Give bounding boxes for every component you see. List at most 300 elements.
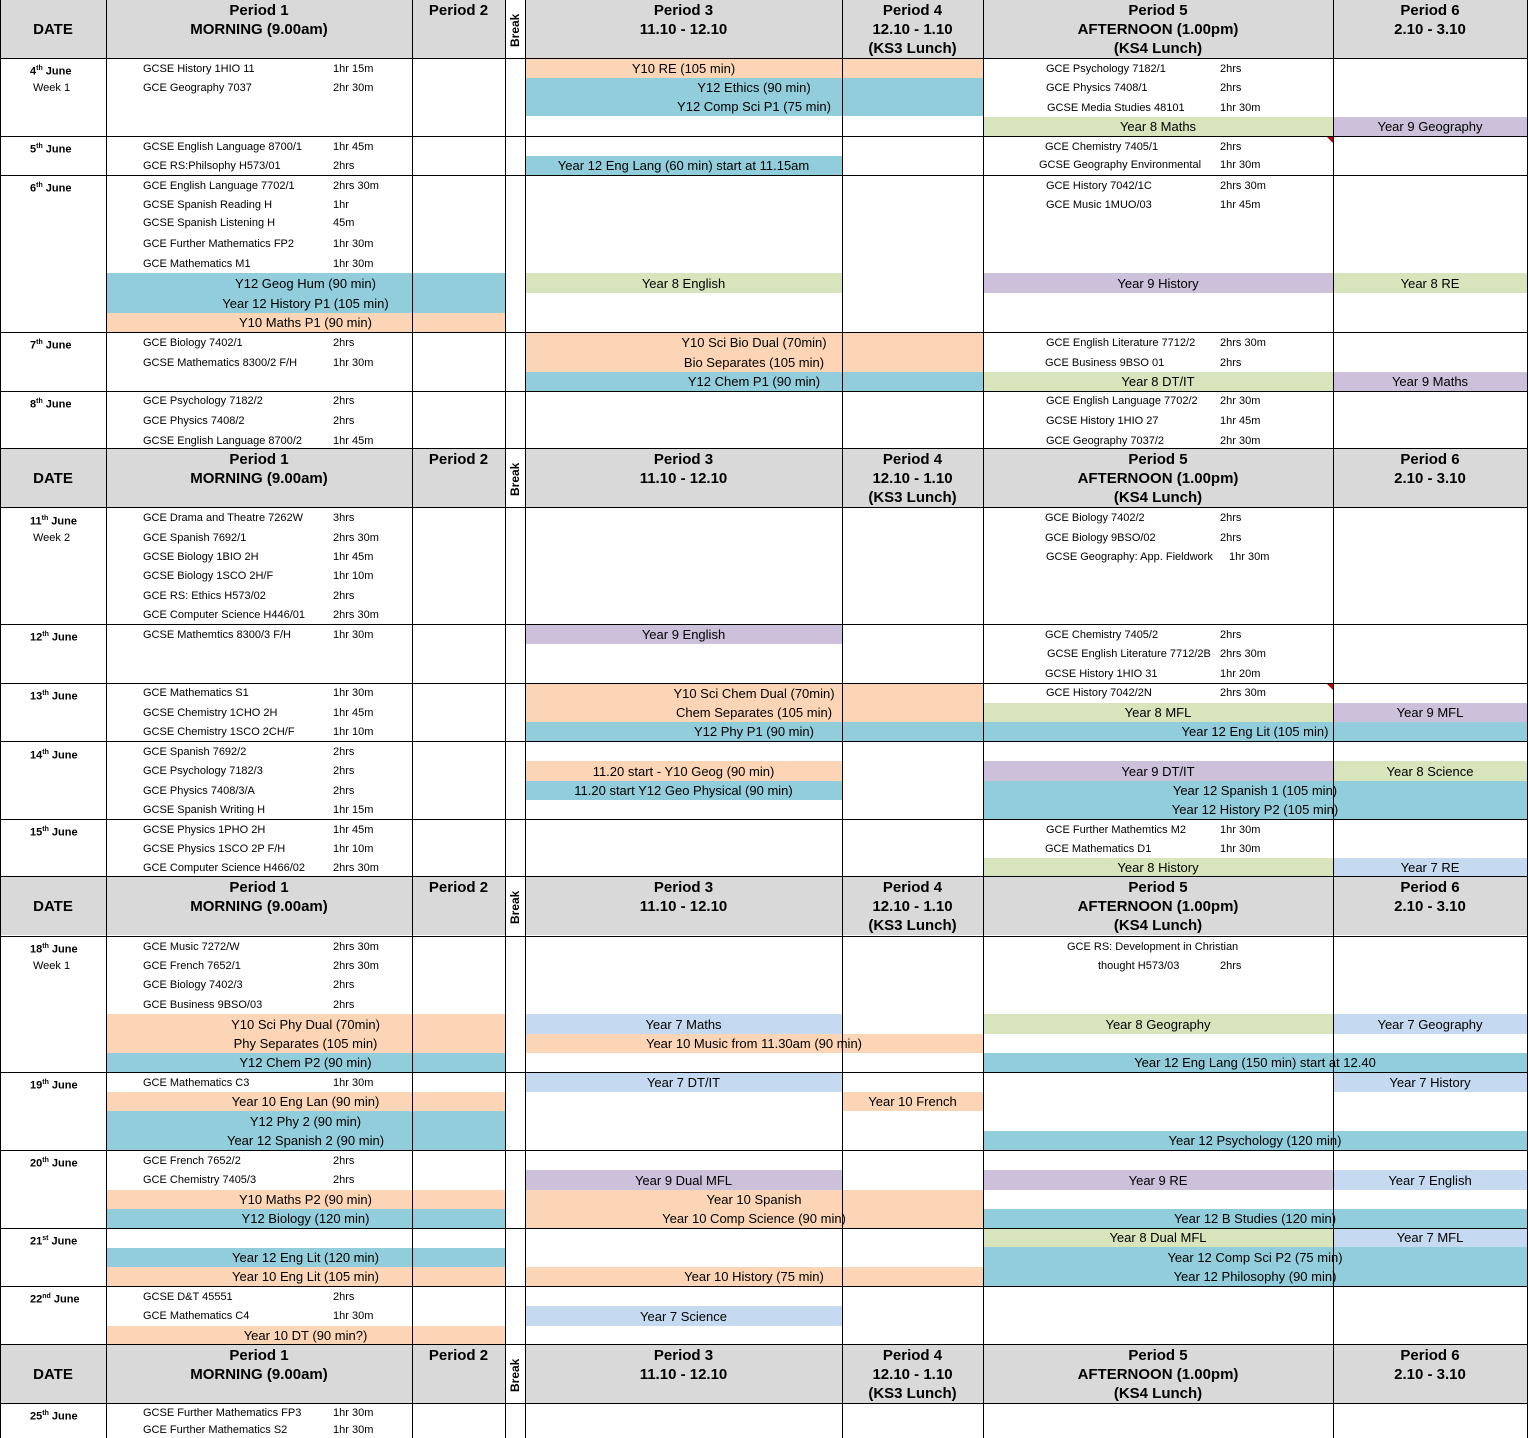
date-label: 12th June bbox=[30, 631, 78, 644]
timetable-block: Year 12 B Studies (120 min) bbox=[983, 1209, 1527, 1228]
exam-duration: 2hrs bbox=[333, 1291, 355, 1303]
exam-duration: 1hr 45m bbox=[333, 551, 374, 563]
exam-duration: 45m bbox=[333, 217, 355, 229]
timetable-block: Y12 Phy P1 (90 min) bbox=[525, 722, 983, 741]
exam-name: GCSE History 1HIO 11 bbox=[143, 63, 255, 75]
exam-duration: 2hrs bbox=[333, 415, 355, 427]
timetable-block: Year 8 Maths bbox=[983, 117, 1333, 136]
timetable-block: Year 8 Geography bbox=[983, 1014, 1333, 1034]
afternoon-exam-duration: 2hrs bbox=[1220, 141, 1242, 153]
exam-duration: 3hrs bbox=[333, 512, 355, 524]
row-border bbox=[0, 332, 1528, 333]
header-text: 11.10 - 12.10 bbox=[639, 21, 728, 38]
row-border bbox=[0, 936, 1528, 937]
afternoon-exam-name: GCSE History 1HIO 27 bbox=[1046, 415, 1159, 427]
timetable-block: Y10 Maths P1 (90 min) bbox=[106, 313, 505, 332]
afternoon-exam-duration: 1hr 45m bbox=[1220, 199, 1261, 211]
timetable-block: Year 9 RE bbox=[983, 1170, 1333, 1190]
afternoon-exam-duration: 2hrs 30m bbox=[1220, 687, 1266, 699]
afternoon-exam-duration: 2hr 30m bbox=[1220, 395, 1261, 407]
header-text: Period 6 bbox=[1400, 2, 1460, 19]
timetable-block: Y12 Phy 2 (90 min) bbox=[106, 1111, 505, 1131]
header-text: MORNING (9.00am) bbox=[190, 21, 328, 38]
timetable-block: Year 10 DT (90 min?) bbox=[106, 1326, 505, 1345]
afternoon-exam-name: GCE Biology 9BSO/02 bbox=[1045, 532, 1156, 544]
exam-duration: 1hr 30m bbox=[333, 629, 374, 641]
header-text: Period 3 bbox=[653, 1347, 714, 1364]
row-border bbox=[0, 175, 1528, 176]
timetable-block: Phy Separates (105 min) bbox=[106, 1034, 505, 1053]
afternoon-exam-duration: 1hr 30m bbox=[1229, 551, 1270, 563]
exam-name: GCE Physics 7408/3/A bbox=[143, 785, 255, 797]
exam-duration: 2hrs bbox=[333, 160, 355, 172]
date-label: 22nd June bbox=[30, 1293, 80, 1306]
timetable-block: Year 7 MFL bbox=[1333, 1228, 1527, 1247]
exam-name: GCSE Mathematics 8300/2 F/H bbox=[143, 357, 298, 369]
date-label: 7th June bbox=[30, 339, 72, 352]
timetable-block: 11.20 start - Y10 Geog (90 min) bbox=[525, 761, 842, 781]
timetable-block: Year 12 Comp Sci P2 (75 min) bbox=[983, 1247, 1527, 1267]
exam-duration: 2hrs bbox=[333, 1174, 355, 1186]
timetable-block: Chem Separates (105 min) bbox=[525, 703, 983, 722]
column-border bbox=[1333, 0, 1334, 1438]
timetable-block: Year 12 Eng Lang (150 min) start at 12.40 bbox=[983, 1053, 1527, 1072]
timetable-block: Year 8 DT/IT bbox=[983, 372, 1333, 391]
afternoon-exam-duration: 2hrs bbox=[1220, 960, 1242, 972]
exam-duration: 2hrs bbox=[333, 337, 355, 349]
afternoon-exam-duration: 1hr 45m bbox=[1220, 415, 1261, 427]
header-text: 11.10 - 12.10 bbox=[639, 898, 728, 915]
exam-duration: 2hrs bbox=[333, 1155, 355, 1167]
break-label: Break bbox=[508, 890, 522, 924]
timetable-block: Year 8 Dual MFL bbox=[983, 1228, 1333, 1247]
timetable-block: Year 10 Music from 11.30am (90 min) bbox=[525, 1034, 983, 1053]
exam-name: GCE Mathematics C4 bbox=[143, 1310, 250, 1322]
timetable-block: Year 7 History bbox=[1333, 1072, 1527, 1092]
header-text: AFTERNOON (1.00pm) bbox=[1077, 21, 1239, 38]
afternoon-exam-name: GCSE English Literature 7712/2B bbox=[1047, 648, 1211, 660]
exam-name: GCE Mathematics S1 bbox=[143, 687, 249, 699]
exam-name: GCE Mathematics M1 bbox=[143, 258, 251, 270]
date-label: 4th June bbox=[30, 65, 72, 78]
header-text: Period 1 bbox=[229, 451, 289, 468]
exam-name: GCE Geography 7037 bbox=[143, 82, 252, 94]
timetable-block: Year 10 Eng Lan (90 min) bbox=[106, 1092, 505, 1111]
exam-name: GCSE English Language 8700/2 bbox=[143, 435, 303, 447]
exam-duration: 1hr 15m bbox=[333, 804, 374, 816]
exam-name: GCE Computer Science H466/02 bbox=[143, 862, 306, 874]
afternoon-exam-name: GCSE Media Studies 48101 bbox=[1047, 102, 1185, 114]
timetable-block: Year 8 Science bbox=[1333, 761, 1527, 781]
column-border bbox=[983, 0, 984, 1438]
timetable-block bbox=[842, 59, 983, 78]
afternoon-exam-name: GCE RS: Development in Christian bbox=[1067, 941, 1239, 953]
timetable-block: Year 10 Eng Lit (105 min) bbox=[106, 1267, 505, 1286]
exam-name: GCE Mathematics C3 bbox=[143, 1077, 250, 1089]
header-text: Period 3 bbox=[653, 2, 714, 19]
exam-duration: 1hr 10m bbox=[333, 726, 374, 738]
exam-name: GCE Biology 7402/3 bbox=[143, 979, 243, 991]
exam-name: GCSE Chemistry 1CHO 2H bbox=[143, 707, 278, 719]
timetable-block: Year 12 Eng Lit (120 min) bbox=[106, 1248, 505, 1267]
header-text: 2.10 - 3.10 bbox=[1394, 21, 1466, 38]
timetable-block: Year 8 MFL bbox=[983, 703, 1333, 722]
exam-name: GCE Psychology 7182/3 bbox=[143, 765, 263, 777]
afternoon-exam-duration: 2hr 30m bbox=[1220, 435, 1261, 447]
exam-duration: 2hrs 30m bbox=[333, 941, 379, 953]
afternoon-exam-duration: 2hrs bbox=[1220, 512, 1242, 524]
header-text: (KS4 Lunch) bbox=[1113, 40, 1203, 57]
exam-name: GCE Biology 7402/1 bbox=[143, 337, 243, 349]
exam-name: GCSE Physics 1PHO 2H bbox=[143, 824, 266, 836]
timetable-block: Year 12 Spanish 1 (105 min) bbox=[983, 781, 1527, 800]
exam-duration: 1hr bbox=[333, 199, 349, 211]
timetable-block: Year 9 DT/IT bbox=[983, 761, 1333, 781]
timetable-block: Year 12 Philosophy (90 min) bbox=[983, 1267, 1527, 1286]
timetable-block: Y10 Sci Bio Dual (70min) bbox=[525, 332, 983, 352]
exam-name: GCSE D&T 45551 bbox=[143, 1291, 233, 1303]
column-border bbox=[0, 0, 1, 1438]
afternoon-exam-name: thought H573/03 bbox=[1098, 960, 1180, 972]
row-border bbox=[0, 391, 1528, 392]
afternoon-exam-name: GCE History 7042/1C bbox=[1046, 180, 1152, 192]
date-label: 20th June bbox=[30, 1157, 78, 1170]
header-text: 2.10 - 3.10 bbox=[1394, 898, 1466, 915]
exam-name: GCE Computer Science H446/01 bbox=[143, 609, 306, 621]
timetable-block: Year 9 Maths bbox=[1333, 372, 1527, 391]
timetable-block: Year 12 Psychology (120 min) bbox=[983, 1131, 1527, 1150]
row-border bbox=[0, 819, 1528, 820]
timetable-block: Bio Separates (105 min) bbox=[525, 352, 983, 372]
afternoon-exam-duration: 1hr 30m bbox=[1220, 843, 1261, 855]
exam-duration: 2hrs bbox=[333, 765, 355, 777]
exam-duration: 1hr 30m bbox=[333, 357, 374, 369]
timetable-block: Year 8 English bbox=[525, 273, 842, 293]
header-text: 12.10 - 1.10 bbox=[872, 21, 953, 38]
afternoon-exam-duration: 2hrs 30m bbox=[1220, 180, 1266, 192]
afternoon-exam-name: GCE Geography 7037/2 bbox=[1046, 435, 1165, 447]
header-text: DATE bbox=[33, 21, 73, 38]
afternoon-exam-duration: 2hrs 30m bbox=[1220, 337, 1266, 349]
exam-name: GCE RS: Ethics H573/02 bbox=[143, 590, 266, 602]
header-text: AFTERNOON (1.00pm) bbox=[1077, 898, 1239, 915]
exam-duration: 2hrs bbox=[333, 746, 355, 758]
exam-name: GCSE Biology 1BIO 2H bbox=[143, 551, 259, 563]
exam-duration: 1hr 30m bbox=[333, 238, 374, 250]
afternoon-exam-name: GCE Chemistry 7405/2 bbox=[1045, 629, 1159, 641]
timetable-block: Y12 Geog Hum (90 min) bbox=[106, 273, 505, 293]
afternoon-exam-name: GCE Psychology 7182/1 bbox=[1046, 63, 1166, 75]
exam-name: GCE Physics 7408/2 bbox=[143, 415, 245, 427]
header-text: DATE bbox=[33, 1366, 73, 1383]
row-border bbox=[0, 683, 1528, 684]
exam-name: GCSE English Language 8700/1 bbox=[143, 141, 303, 153]
comment-marker bbox=[1327, 684, 1333, 690]
exam-duration: 1hr 30m bbox=[333, 1077, 374, 1089]
row-border bbox=[0, 1286, 1528, 1287]
afternoon-exam-name: GCE Music 1MUO/03 bbox=[1046, 199, 1152, 211]
column-border bbox=[525, 0, 526, 1438]
row-border bbox=[0, 58, 1528, 59]
afternoon-exam-duration: 2hrs bbox=[1220, 63, 1242, 75]
exam-duration: 1hr 45m bbox=[333, 824, 374, 836]
date-label: 8th June bbox=[30, 398, 72, 411]
date-label: 15th June bbox=[30, 826, 78, 839]
break-label: Break bbox=[508, 462, 522, 496]
exam-name: GCE RS:Philsophy H573/01 bbox=[143, 160, 281, 172]
break-label: Break bbox=[508, 13, 522, 47]
afternoon-exam-name: GCE Physics 7408/1 bbox=[1046, 82, 1148, 94]
afternoon-exam-name: GCSE Geography: App. Fieldwork bbox=[1046, 551, 1213, 563]
timetable-block: Year 10 French bbox=[842, 1092, 983, 1111]
timetable-block: Y12 Comp Sci P1 (75 min) bbox=[525, 97, 983, 116]
header-text: Period 2 bbox=[428, 2, 489, 19]
afternoon-exam-duration: 1hr 30m bbox=[1220, 159, 1261, 171]
header-text: Period 4 bbox=[882, 451, 943, 468]
header-text: (KS4 Lunch) bbox=[1113, 489, 1203, 506]
header-text: (KS3 Lunch) bbox=[868, 489, 957, 506]
timetable-block: Year 9 History bbox=[983, 273, 1333, 293]
header-text: Period 5 bbox=[1128, 451, 1188, 468]
header-text: (KS4 Lunch) bbox=[1113, 917, 1203, 934]
header-text: 12.10 - 1.10 bbox=[872, 1366, 953, 1383]
exam-name: GCSE Further Mathematics FP3 bbox=[143, 1407, 302, 1419]
afternoon-exam-name: GCE History 7042/2N bbox=[1046, 687, 1152, 699]
exam-name: GCE Business 9BSO/03 bbox=[143, 999, 263, 1011]
exam-duration: 1hr 30m bbox=[333, 1310, 374, 1322]
header-text: 12.10 - 1.10 bbox=[872, 470, 953, 487]
timetable-block: Y10 Sci Phy Dual (70min) bbox=[106, 1014, 505, 1034]
break-label: Break bbox=[508, 1358, 522, 1392]
header-text: 12.10 - 1.10 bbox=[872, 898, 953, 915]
header-text: Period 2 bbox=[428, 1347, 489, 1364]
timetable-block: 11.20 start Y12 Geo Physical (90 min) bbox=[525, 781, 842, 800]
row-border bbox=[0, 624, 1528, 625]
header-text: MORNING (9.00am) bbox=[190, 1366, 328, 1383]
afternoon-exam-name: GCE Business 9BSO 01 bbox=[1045, 357, 1165, 369]
exam-name: GCSE Biology 1SCO 2H/F bbox=[143, 570, 274, 582]
date-label: 11th June bbox=[30, 515, 77, 528]
timetable-block: Year 10 Comp Science (90 min) bbox=[525, 1209, 983, 1228]
header-text: Period 3 bbox=[653, 451, 714, 468]
header-text: Period 5 bbox=[1128, 879, 1188, 896]
exam-name: GCSE Spanish Writing H bbox=[143, 804, 266, 816]
header-text: AFTERNOON (1.00pm) bbox=[1077, 470, 1239, 487]
header-text: MORNING (9.00am) bbox=[190, 470, 328, 487]
date-label: 6th June bbox=[30, 182, 72, 195]
header-text: Period 6 bbox=[1400, 451, 1460, 468]
exam-name: GCE Music 7272/W bbox=[143, 941, 240, 953]
row-border bbox=[0, 741, 1528, 742]
timetable-block: Year 7 Geography bbox=[1333, 1014, 1527, 1034]
header-text: (KS3 Lunch) bbox=[868, 917, 957, 934]
date-label: 13th June bbox=[30, 690, 78, 703]
column-border bbox=[505, 0, 506, 1438]
exam-duration: 2hrs bbox=[333, 999, 355, 1011]
timetable-block: Year 12 Eng Lang (60 min) start at 11.15am bbox=[525, 156, 842, 175]
header-text: 2.10 - 3.10 bbox=[1394, 1366, 1466, 1383]
afternoon-exam-duration: 2hrs bbox=[1220, 82, 1242, 94]
header-text: Period 4 bbox=[882, 879, 943, 896]
timetable-block: Y10 Sci Chem Dual (70min) bbox=[525, 684, 983, 703]
header-text: Period 5 bbox=[1128, 2, 1188, 19]
exam-duration: 1hr 30m bbox=[333, 1407, 374, 1419]
row-border bbox=[0, 136, 1528, 137]
header-text: Period 5 bbox=[1128, 1347, 1188, 1364]
timetable-block: Year 12 Eng Lit (105 min) bbox=[983, 722, 1527, 741]
afternoon-exam-duration: 1hr 30m bbox=[1220, 824, 1261, 836]
header-text: MORNING (9.00am) bbox=[190, 898, 328, 915]
comment-marker bbox=[1327, 137, 1333, 143]
exam-name: GCE Spanish 7692/2 bbox=[143, 746, 247, 758]
exam-duration: 2hrs bbox=[333, 395, 355, 407]
afternoon-exam-duration: 1hr 20m bbox=[1220, 668, 1261, 680]
header-text: Period 6 bbox=[1400, 1347, 1460, 1364]
exam-duration: 2hr 30m bbox=[333, 82, 374, 94]
timetable-block: Y12 Biology (120 min) bbox=[106, 1209, 505, 1228]
row-border bbox=[0, 448, 1528, 449]
exam-name: GCE Spanish 7692/1 bbox=[143, 532, 247, 544]
timetable-block: Year 7 Maths bbox=[525, 1014, 842, 1034]
row-border bbox=[0, 1150, 1528, 1151]
date-label: 21st June bbox=[30, 1235, 78, 1248]
row-border bbox=[0, 1228, 1528, 1229]
timetable-block: Year 9 Geography bbox=[1333, 117, 1527, 136]
exam-duration: 2hrs bbox=[333, 590, 355, 602]
date-label: 14th June bbox=[30, 749, 78, 762]
exam-name: GCE Chemistry 7405/3 bbox=[143, 1174, 257, 1186]
header-text: (KS3 Lunch) bbox=[868, 40, 957, 57]
exam-duration: 1hr 30m bbox=[333, 687, 374, 699]
header-text: Period 6 bbox=[1400, 879, 1460, 896]
exam-duration: 2hrs 30m bbox=[333, 609, 379, 621]
exam-duration: 1hr 30m bbox=[333, 258, 374, 270]
timetable-block: Year 12 History P1 (105 min) bbox=[106, 293, 505, 313]
exam-name: GCSE Physics 1SCO 2P F/H bbox=[143, 843, 286, 855]
timetable-block: Year 7 DT/IT bbox=[525, 1072, 842, 1092]
header-text: (KS4 Lunch) bbox=[1113, 1385, 1203, 1402]
row-border bbox=[0, 1072, 1528, 1073]
timetable-block: Year 7 English bbox=[1333, 1170, 1527, 1190]
header-text: Period 2 bbox=[428, 451, 489, 468]
timetable-block: Y12 Ethics (90 min) bbox=[525, 78, 983, 97]
exam-name: GCSE Spanish Listening H bbox=[143, 217, 276, 229]
timetable-block: Year 7 RE bbox=[1333, 858, 1527, 877]
timetable-block: Year 8 History bbox=[983, 858, 1333, 877]
timetable-block: Year 9 Dual MFL bbox=[525, 1170, 842, 1190]
timetable-block: Year 7 Science bbox=[525, 1306, 842, 1326]
afternoon-exam-duration: 2hrs bbox=[1220, 357, 1242, 369]
timetable-block: Year 9 English bbox=[525, 625, 842, 644]
column-border bbox=[842, 0, 843, 1438]
timetable-block: Year 12 History P2 (105 min) bbox=[983, 800, 1527, 819]
row-border bbox=[0, 507, 1528, 508]
week-label: Week 2 bbox=[33, 532, 71, 544]
afternoon-exam-name: GCE English Language 7702/2 bbox=[1046, 395, 1198, 407]
exam-name: GCE Psychology 7182/2 bbox=[143, 395, 263, 407]
exam-duration: 2hrs 30m bbox=[333, 532, 379, 544]
exam-duration: 1hr 45m bbox=[333, 707, 374, 719]
exam-duration: 2hrs bbox=[333, 785, 355, 797]
exam-name: GCE French 7652/1 bbox=[143, 960, 241, 972]
header-text: DATE bbox=[33, 470, 73, 487]
timetable-block: Year 10 History (75 min) bbox=[525, 1267, 983, 1286]
afternoon-exam-name: GCE Chemistry 7405/1 bbox=[1045, 141, 1159, 153]
exam-duration: 2hrs 30m bbox=[333, 862, 379, 874]
timetable-block: Year 10 Spanish bbox=[525, 1190, 983, 1209]
afternoon-exam-duration: 2hrs bbox=[1220, 629, 1242, 641]
header-text: DATE bbox=[33, 898, 73, 915]
date-label: 18th June bbox=[30, 943, 78, 956]
date-label: 19th June bbox=[30, 1079, 78, 1092]
exam-duration: 1hr 30m bbox=[333, 1424, 374, 1436]
exam-name: GCE Further Mathematics S2 bbox=[143, 1424, 288, 1436]
timetable-block: Y12 Chem P2 (90 min) bbox=[106, 1053, 505, 1072]
exam-name: GCE Further Mathematics FP2 bbox=[143, 238, 294, 250]
header-text: Period 4 bbox=[882, 1347, 943, 1364]
header-text: Period 4 bbox=[882, 2, 943, 19]
exam-name: GCSE Mathemtics 8300/3 F/H bbox=[143, 629, 291, 641]
timetable-block: Y10 Maths P2 (90 min) bbox=[106, 1190, 505, 1209]
header-text: 11.10 - 12.10 bbox=[639, 470, 728, 487]
exam-name: GCSE Spanish Reading H bbox=[143, 199, 273, 211]
timetable-block: Year 12 Spanish 2 (90 min) bbox=[106, 1131, 505, 1150]
exam-duration: 1hr 45m bbox=[333, 141, 374, 153]
afternoon-exam-duration: 1hr 30m bbox=[1220, 102, 1261, 114]
afternoon-exam-name: GCE Further Mathemtics M2 bbox=[1046, 824, 1186, 836]
column-border bbox=[106, 0, 107, 1438]
afternoon-exam-name: GCE Biology 7402/2 bbox=[1045, 512, 1145, 524]
afternoon-exam-duration: 2hrs 30m bbox=[1220, 648, 1266, 660]
header-text: 2.10 - 3.10 bbox=[1394, 470, 1466, 487]
exam-name: GCE English Language 7702/1 bbox=[143, 180, 295, 192]
header-text: Period 3 bbox=[653, 879, 714, 896]
header-text: 11.10 - 12.10 bbox=[639, 1366, 728, 1383]
header-text: Period 2 bbox=[428, 879, 489, 896]
header-text: Period 1 bbox=[229, 2, 289, 19]
header-text: Period 1 bbox=[229, 879, 289, 896]
exam-name: GCSE Chemistry 1SCO 2CH/F bbox=[143, 726, 295, 738]
timetable-block: Y12 Chem P1 (90 min) bbox=[525, 372, 983, 391]
date-label: 25th June bbox=[30, 1410, 78, 1423]
header-text: Period 1 bbox=[229, 1347, 289, 1364]
afternoon-exam-name: GCSE History 1HIO 31 bbox=[1045, 668, 1158, 680]
timetable-block: Y10 RE (105 min) bbox=[525, 59, 842, 78]
afternoon-exam-name: GCE English Literature 7712/2 bbox=[1046, 337, 1196, 349]
header-text: AFTERNOON (1.00pm) bbox=[1077, 1366, 1239, 1383]
afternoon-exam-name: GCE Mathematics D1 bbox=[1045, 843, 1152, 855]
row-border bbox=[0, 876, 1528, 877]
exam-duration: 1hr 10m bbox=[333, 843, 374, 855]
afternoon-exam-name: GCSE Geography Environmental bbox=[1039, 159, 1202, 171]
row-border bbox=[0, 1403, 1528, 1404]
exam-duration: 2hrs bbox=[333, 979, 355, 991]
column-border bbox=[412, 0, 413, 1438]
exam-duration: 2hrs 30m bbox=[333, 960, 379, 972]
exam-duration: 1hr 15m bbox=[333, 63, 374, 75]
date-label: 5th June bbox=[30, 143, 72, 156]
timetable-block: Year 9 MFL bbox=[1333, 703, 1527, 722]
header-text: (KS3 Lunch) bbox=[868, 1385, 957, 1402]
week-label: Week 1 bbox=[33, 82, 71, 94]
exam-name: GCE Drama and Theatre 7262W bbox=[143, 512, 303, 524]
week-label: Week 1 bbox=[33, 960, 71, 972]
exam-name: GCE French 7652/2 bbox=[143, 1155, 241, 1167]
exam-duration: 2hrs 30m bbox=[333, 180, 379, 192]
exam-duration: 1hr 45m bbox=[333, 435, 374, 447]
exam-duration: 1hr 10m bbox=[333, 570, 374, 582]
timetable-block: Year 8 RE bbox=[1333, 273, 1527, 293]
